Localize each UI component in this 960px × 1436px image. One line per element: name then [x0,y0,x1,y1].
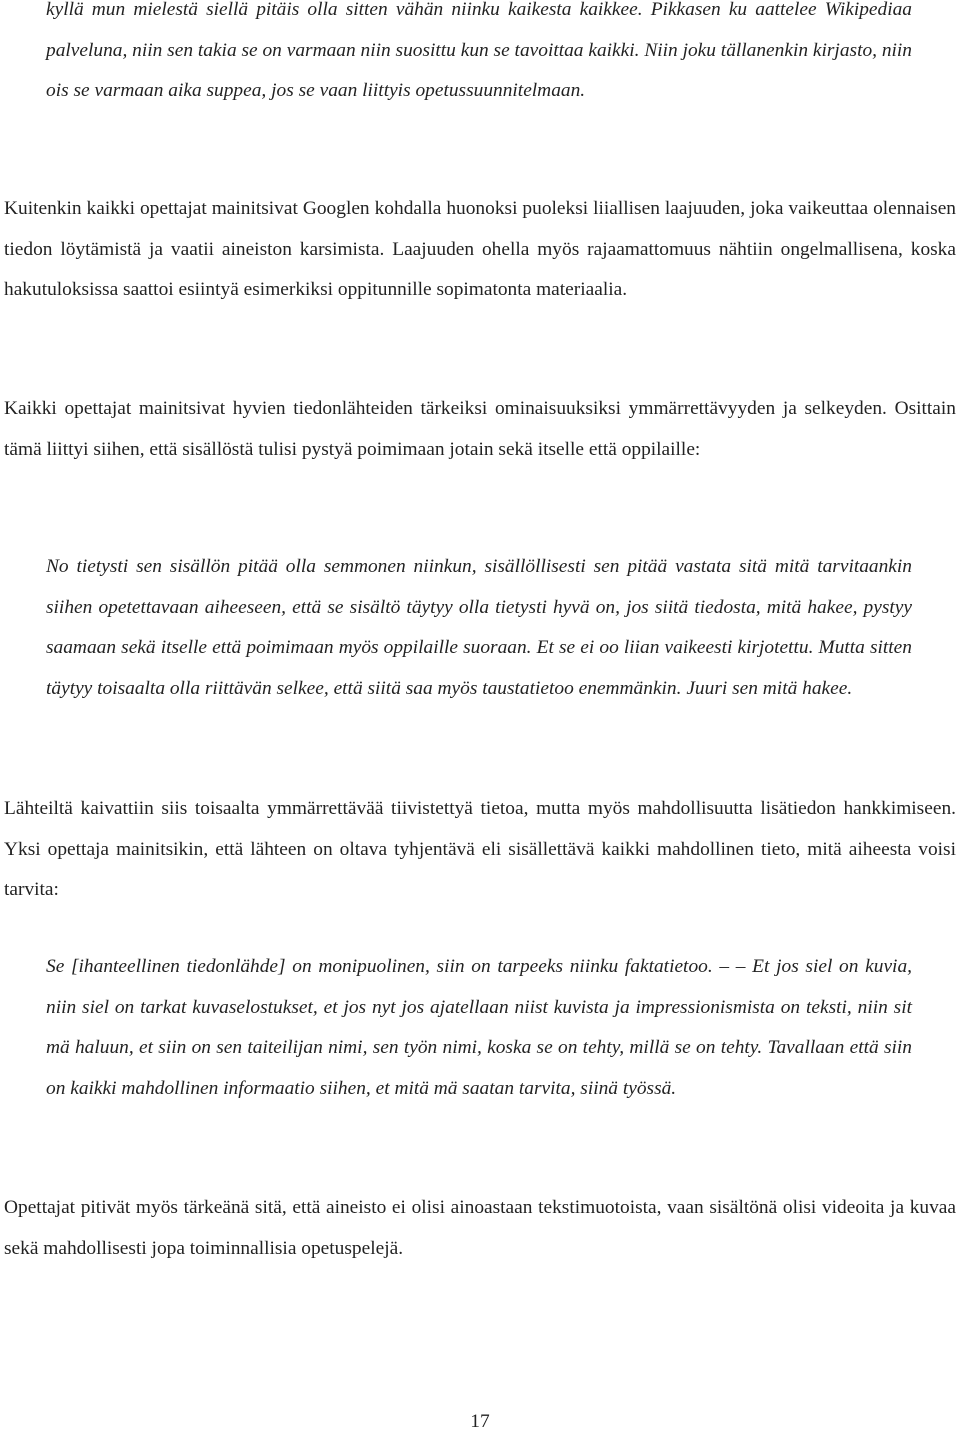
body-paragraph-2: Kaikki opettajat mainitsivat hyvien tiedonlähteiden tärkeiksi ominaisuuksiksi ymmärrettävyyden ja selkeyden. Osittain tämä liittyi siihen, että sisällöstä tulisi pystyä poimimaan jotain sekä itselle että oppilaille: [4,398,956,460]
quote-paragraph-1: kyllä mun mielestä siellä pitäis olla sitten vähän niinku kaikesta kaikkee. Pikkasen ku aattelee Wikipediaa palveluna, niin sen takia se on varmaan niin suosittu kun se tavoittaa kaikki. Niin joku tällanenkin kirjasto, niin ois se varmaan aika suppea, jos se vaan liittyis opetussuunnitelmaan. [46,0,913,102]
quote-paragraph-3: Se [ihanteellinen tiedonlähde] on monipuolinen, siin on tarpeeks niinku faktatietoo. – – Et jos siel on kuvia, niin siel on tarkat kuvaselostukset, et jos nyt jos ajatellaan niist kuvista ja impressionismista on teksti, niin sit mä haluun, et siin on sen taiteilijan nimi, sen työn nimi, koska se on tehty, millä se on tehty. Tavallaan että siin on kaikki mahdollinen informaatio siihen, et mitä mä saatan tarvita, siinä työssä. [46,956,912,1100]
body-paragraph-1: Kuitenkin kaikki opettajat mainitsivat Googlen kohdalla huonoksi puoleksi liiallisen laajuuden, joka vaikeuttaa olennaisen tiedon löytämistä ja vaatii aineiston karsimista. Laajuuden ohella myös rajaamattomuus nähtiin ongelmallisena, koska hakutuloksissa saattoi esiintyä esimerkiksi oppitunnille sopimatonta materiaalia. [4,198,956,301]
body-paragraph-3: Lähteiltä kaivattiin siis toisaalta ymmärrettävää tiivistettyä tietoa, mutta myös mahdollisuutta lisätiedon hankkimiseen. Yksi opettaja mainitsikin, että lähteen on oltava tyhjentävä eli sisällettävä kaikki mahdollinen tieto, mitä aiheesta voisi tarvita: [4,798,956,901]
page-number: 17 [470,1411,490,1432]
body-paragraph-4: Opettajat pitivät myös tärkeänä sitä, että aineisto ei olisi ainoastaan tekstimuotoista, vaan sisältönä olisi videoita ja kuvaa sekä mahdollisesti jopa toiminnallisia opetuspelejä. [4,1197,956,1259]
quote-paragraph-2: No tietysti sen sisällön pitää olla semmonen niinkun, sisällöllisesti sen pitää vastata sitä mitä tarvitaankin siihen opetettavaan aiheeseen, että se sisältö täytyy olla tietysti hyvä on, jos siitä tiedosta, mitä hakee, pystyy saamaan sekä itselle että poimimaan myös oppilaille suoraan. Et se ei oo liian vaikeesti kirjotettu. Mutta sitten täytyy toisaalta olla riittävän selkee, että siitä saa myös taustatietoo enemmänkin. Juuri sen mitä hakee. [46,556,912,700]
